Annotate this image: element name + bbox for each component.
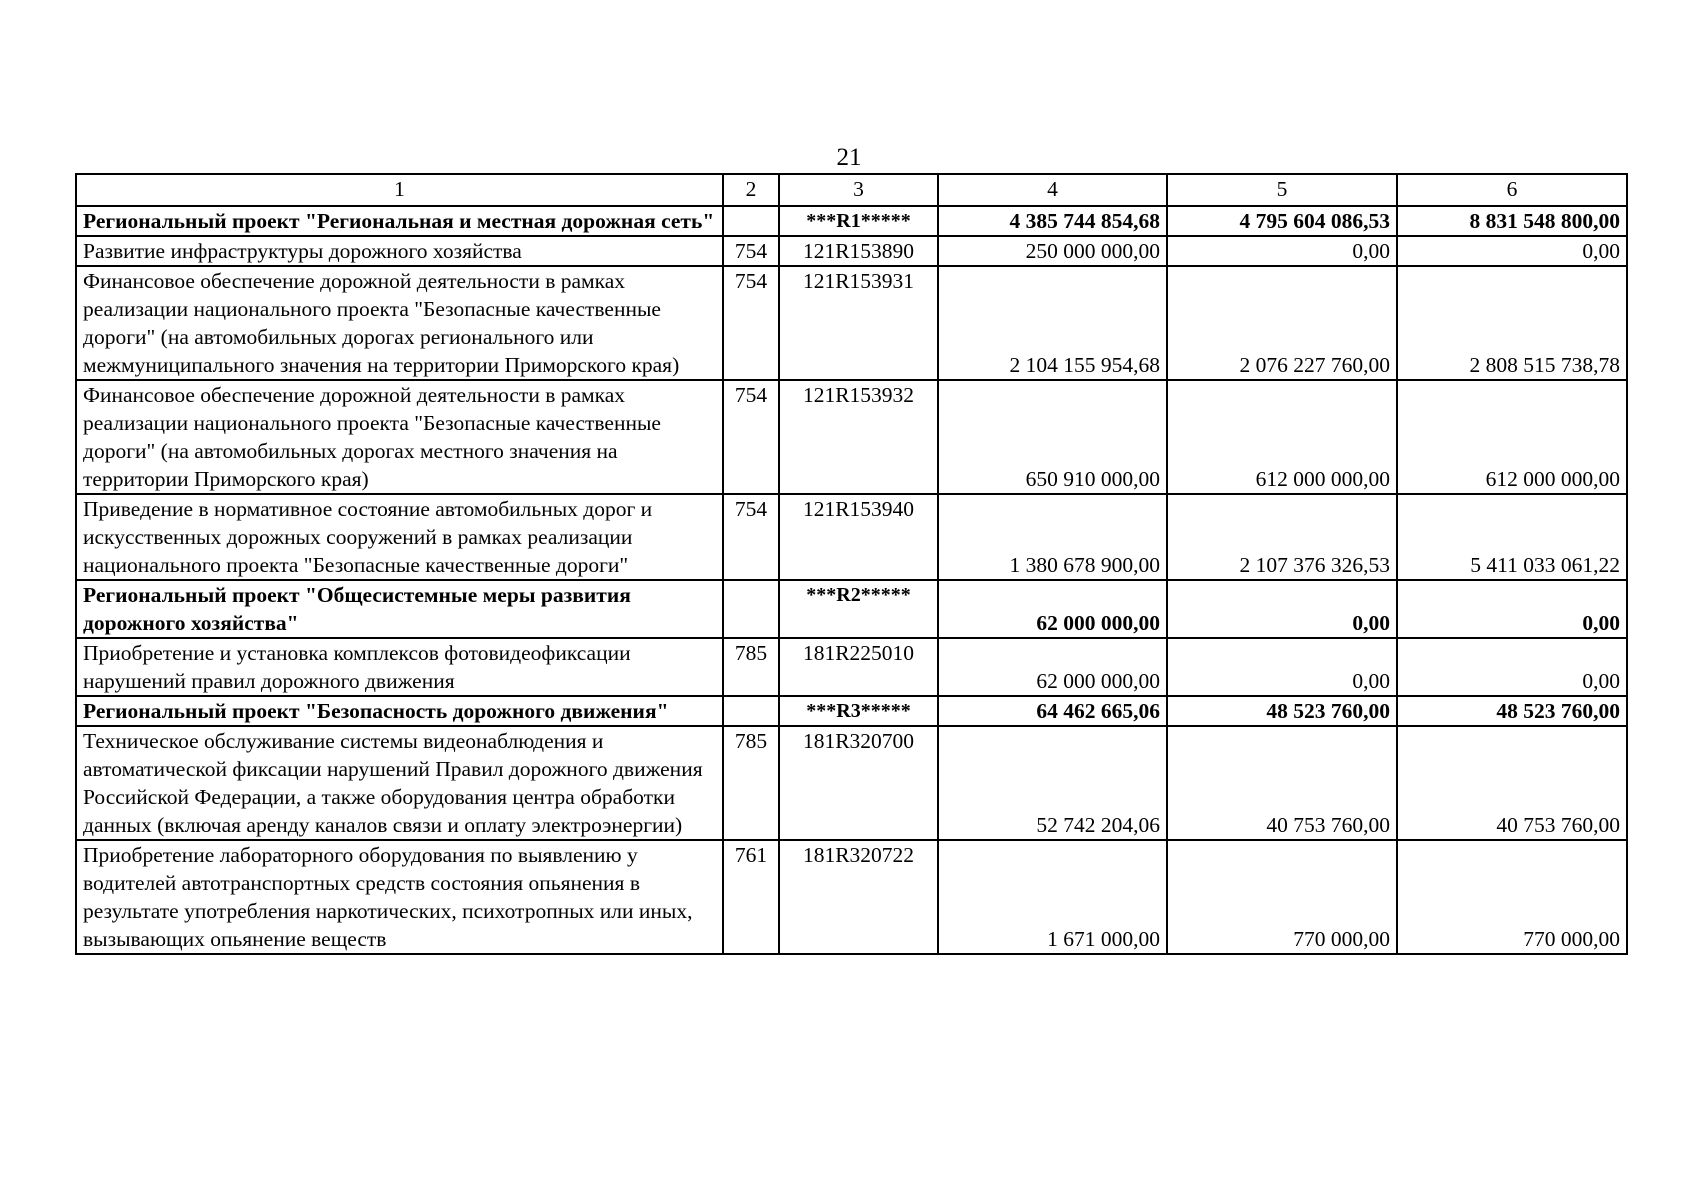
amount-col-5: 770 000,00: [1167, 840, 1397, 954]
table-row: [76, 266, 1627, 380]
amount-col-5: 0,00: [1167, 236, 1397, 266]
target-article-code: ***R2*****: [779, 580, 938, 638]
target-article-code: 181R320722: [779, 840, 938, 954]
target-article-code: 121R153931: [779, 266, 938, 380]
target-article-code: 121R153940: [779, 494, 938, 580]
project-total-row: [76, 580, 1627, 638]
ministry-code: [723, 580, 779, 638]
column-number-row: [76, 174, 1627, 206]
amount-col-6: 612 000 000,00: [1397, 380, 1627, 494]
amount-col-6: 8 831 548 800,00: [1397, 206, 1627, 236]
page-number: 21: [836, 144, 862, 171]
table-row: [76, 494, 1627, 580]
amount-col-4: 64 462 665,06: [938, 696, 1167, 726]
ministry-code: 754: [723, 494, 779, 580]
amount-col-4: 1 671 000,00: [938, 840, 1167, 954]
project-total-row: [76, 696, 1627, 726]
amount-col-6: 40 753 760,00: [1397, 726, 1627, 840]
amount-col-4: 1 380 678 900,00: [938, 494, 1167, 580]
table-row: [76, 380, 1627, 494]
amount-col-4: 62 000 000,00: [938, 580, 1167, 638]
item-name: Приобретение и установка комплексов фотовидеофиксации нарушений правил дорожного движения: [76, 638, 723, 696]
amount-col-6: 2 808 515 738,78: [1397, 266, 1627, 380]
amount-col-5: 40 753 760,00: [1167, 726, 1397, 840]
amount-col-5: 48 523 760,00: [1167, 696, 1397, 726]
target-article-code: ***R1*****: [779, 206, 938, 236]
column-header-1: 1: [76, 174, 723, 206]
column-header-2: 2: [723, 174, 779, 206]
column-header-5: 5: [1167, 174, 1397, 206]
amount-col-6: 48 523 760,00: [1397, 696, 1627, 726]
ministry-code: 754: [723, 266, 779, 380]
table-row: [76, 840, 1627, 954]
amount-col-4: 650 910 000,00: [938, 380, 1167, 494]
ministry-code: 785: [723, 726, 779, 840]
ministry-code: 785: [723, 638, 779, 696]
item-name: Региональный проект "Региональная и местная дорожная сеть": [76, 206, 723, 236]
target-article-code: 181R225010: [779, 638, 938, 696]
amount-col-5: 0,00: [1167, 638, 1397, 696]
item-name: Развитие инфраструктуры дорожного хозяйства: [76, 236, 723, 266]
target-article-code: 121R153890: [779, 236, 938, 266]
table-row: [76, 726, 1627, 840]
item-name: Приобретение лабораторного оборудования по выявлению у водителей автотранспортных средств состояния опьянения в результате употребления наркотических, психотропных или иных, вызывающих опьянение веществ: [76, 840, 723, 954]
amount-col-6: 0,00: [1397, 638, 1627, 696]
amount-col-6: 5 411 033 061,22: [1397, 494, 1627, 580]
item-name: Финансовое обеспечение дорожной деятельности в рамках реализации национального проекта "Безопасные качественные дороги" (на автомобильных дорогах регионального или межмуниципального значения на территории Приморского края): [76, 266, 723, 380]
column-header-6: 6: [1397, 174, 1627, 206]
amount-col-4: 52 742 204,06: [938, 726, 1167, 840]
amount-col-5: 612 000 000,00: [1167, 380, 1397, 494]
amount-col-5: 2 076 227 760,00: [1167, 266, 1397, 380]
project-total-row: [76, 206, 1627, 236]
target-article-code: 181R320700: [779, 726, 938, 840]
amount-col-4: 2 104 155 954,68: [938, 266, 1167, 380]
ministry-code: 761: [723, 840, 779, 954]
amount-col-5: 0,00: [1167, 580, 1397, 638]
ministry-code: [723, 206, 779, 236]
amount-col-6: 770 000,00: [1397, 840, 1627, 954]
item-name: Региональный проект "Общесистемные меры развития дорожного хозяйства": [76, 580, 723, 638]
table-row: [76, 638, 1627, 696]
target-article-code: 121R153932: [779, 380, 938, 494]
amount-col-4: 250 000 000,00: [938, 236, 1167, 266]
column-header-3: 3: [779, 174, 938, 206]
item-name: Региональный проект "Безопасность дорожного движения": [76, 696, 723, 726]
ministry-code: 754: [723, 380, 779, 494]
target-article-code: ***R3*****: [779, 696, 938, 726]
ministry-code: 754: [723, 236, 779, 266]
amount-col-4: 4 385 744 854,68: [938, 206, 1167, 236]
amount-col-5: 4 795 604 086,53: [1167, 206, 1397, 236]
item-name: Приведение в нормативное состояние автомобильных дорог и искусственных дорожных сооружений в рамках реализации национального проекта "Безопасные качественные дороги": [76, 494, 723, 580]
amount-col-6: 0,00: [1397, 580, 1627, 638]
budget-table: [75, 173, 1628, 955]
ministry-code: [723, 696, 779, 726]
item-name: Финансовое обеспечение дорожной деятельности в рамках реализации национального проекта "Безопасные качественные дороги" (на автомобильных дорогах местного значения на территории Приморского края): [76, 380, 723, 494]
amount-col-4: 62 000 000,00: [938, 638, 1167, 696]
table-row: [76, 236, 1627, 266]
amount-col-5: 2 107 376 326,53: [1167, 494, 1397, 580]
column-header-4: 4: [938, 174, 1167, 206]
item-name: Техническое обслуживание системы видеонаблюдения и автоматической фиксации нарушений Правил дорожного движения Российской Федерации, а также оборудования центра обработки данных (включая аренду каналов связи и оплату электроэнергии): [76, 726, 723, 840]
amount-col-6: 0,00: [1397, 236, 1627, 266]
